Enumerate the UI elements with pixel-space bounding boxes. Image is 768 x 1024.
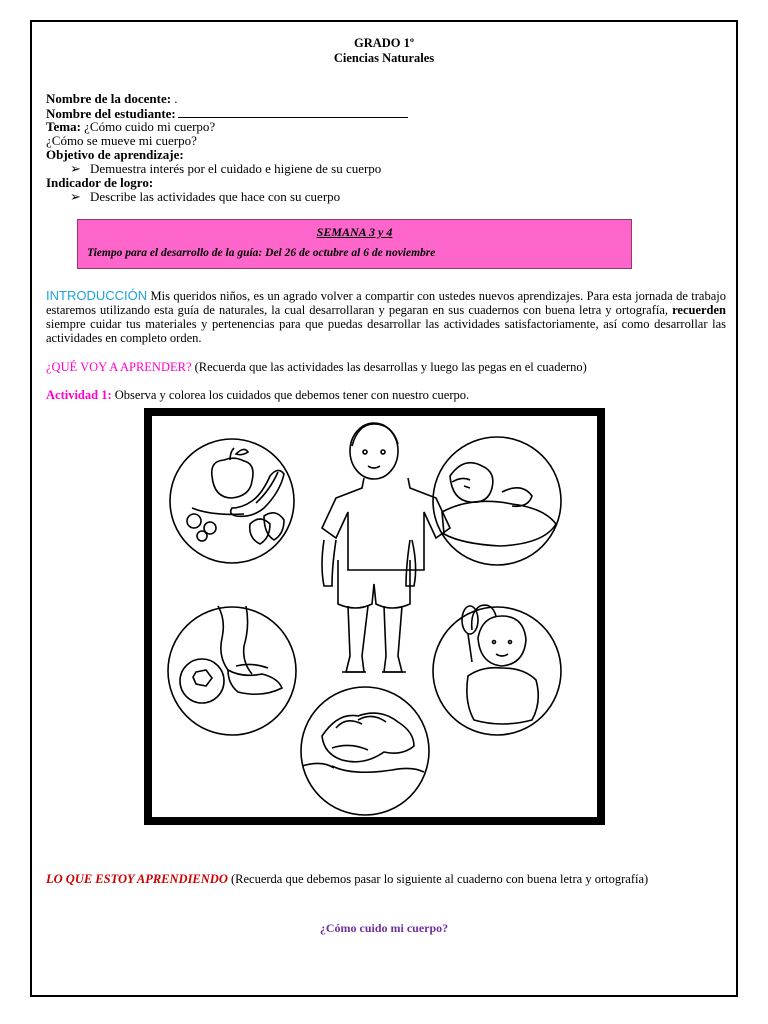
learn-line: ¿QUÉ VOY A APRENDER? (Recuerda que las actividades las desarrollas y luego las pegas en el cuaderno) xyxy=(46,360,587,374)
grade-title: GRADO 1º xyxy=(353,36,415,50)
fruit-icon xyxy=(187,448,284,544)
intro-paragraph: INTRODUCCIÓN Mis queridos niños, es un agrado volver a compartir con ustedes nuevos aprendizajes. Para esta jornada de trabajo estaremos utilizando esta guía de naturales, la cual desarrollaran y pegaran en sus cuadernos con buena letra y ortografía, recuerden siempre cuidar tus materiales y pertenencias para que puedas desarrollar las actividades satisfactoriamente, así como desarrollar las actividades en completo orden. xyxy=(46,288,726,345)
learning-label: LO QUE ESTOY APRENDIENDO xyxy=(46,872,228,886)
question-title: ¿Cómo cuido mi cuerpo? xyxy=(319,921,449,935)
objective-item: ➢ Demuestra interés por el cuidado e higiene de su cuerpo xyxy=(70,161,382,176)
brushing-circle xyxy=(433,607,561,735)
intro-label: INTRODUCCIÓN xyxy=(46,288,148,303)
week-time: Tiempo para el desarrollo de la guía: Del 26 de octubre al 6 de noviembre xyxy=(87,247,436,259)
body-care-illustration xyxy=(144,408,605,825)
activity-label: Actividad 1: xyxy=(46,388,112,402)
handwash-circle xyxy=(301,687,429,815)
teacher-label: Nombre de la docente: xyxy=(46,91,172,106)
week-box xyxy=(77,219,632,269)
objective-label: Objetivo de aprendizaje: xyxy=(46,147,184,162)
topic-value: ¿Cómo cuido mi cuerpo? xyxy=(80,119,216,134)
sleep-icon xyxy=(442,463,556,546)
topic-line xyxy=(46,120,215,134)
teacher-line xyxy=(46,92,178,106)
week-title: SEMANA 3 y 4 xyxy=(316,225,393,239)
subject-title: Ciencias Naturales xyxy=(333,51,435,65)
soccer-circle xyxy=(168,607,296,735)
teacher-value: . xyxy=(171,91,178,106)
indicator-label: Indicador de logro: xyxy=(46,175,154,190)
learning-paragraph: LO QUE ESTOY APRENDIENDO (Recuerda que debemos pasar lo siguiente al cuaderno con buena letra y ortografía) xyxy=(46,872,649,886)
boy-figure xyxy=(322,423,450,672)
topic-label: Tema: xyxy=(46,119,81,134)
indicator-item: ➢ Describe las actividades que hace con su cuerpo xyxy=(70,189,341,204)
hands-icon xyxy=(302,713,424,772)
activity-line: Actividad 1: Observa y colorea los cuidados que debemos tener con nuestro cuerpo. xyxy=(46,388,470,402)
learn-label: ¿QUÉ VOY A APRENDER? xyxy=(46,360,192,374)
arrow-bullet-icon: ➢ xyxy=(70,189,81,204)
student-label: Nombre del estudiante: xyxy=(46,106,176,121)
coloring-drawing xyxy=(152,416,597,817)
student-name-field[interactable] xyxy=(178,106,408,118)
soccer-icon xyxy=(180,606,282,703)
arrow-bullet-icon: ➢ xyxy=(70,161,81,176)
hairbrush-icon xyxy=(462,605,538,724)
topic-line-2: ¿Cómo se mueve mi cuerpo? xyxy=(46,133,197,148)
